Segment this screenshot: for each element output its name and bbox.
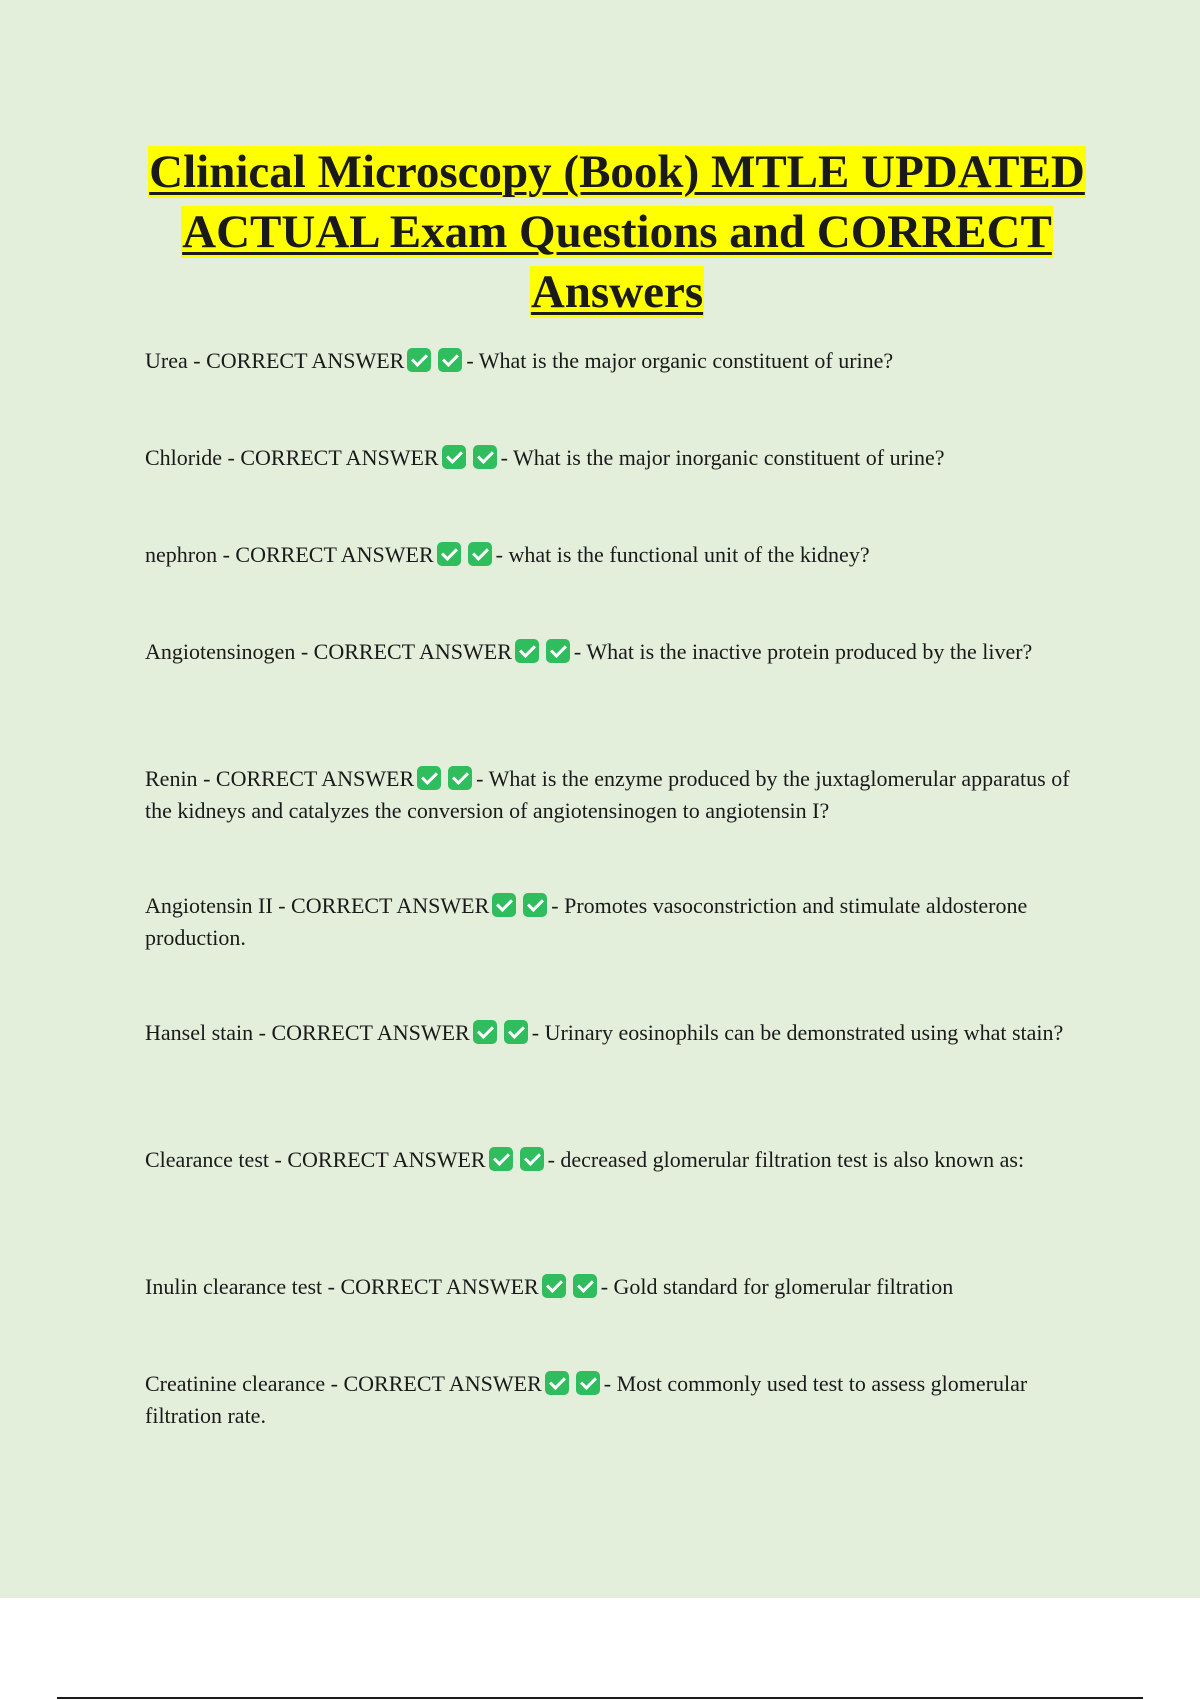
check-mark-icon <box>545 1371 569 1395</box>
correct-answer-marker: CORRECT ANSWER <box>240 445 439 470</box>
check-mark-icon <box>468 542 492 566</box>
qa-item: Angiotensinogen - CORRECT ANSWER - What is the inactive protein produced by the liver? <box>145 639 1033 664</box>
answer-text: Chloride <box>145 445 222 470</box>
footer-divider <box>57 1697 1143 1699</box>
correct-answer-marker: CORRECT ANSWER <box>215 766 415 791</box>
qa-item: Creatinine clearance - CORRECT ANSWER - Most commonly used test to assess glomerular filtration rate. <box>145 1371 1033 1428</box>
check-mark-icon <box>504 1020 528 1044</box>
question-text: what is the functional unit of the kidney? <box>508 542 870 567</box>
check-mark-icon <box>573 1274 597 1298</box>
check-mark-icon <box>542 1274 566 1298</box>
check-mark-icon <box>489 1147 513 1171</box>
question-text: Most commonly used test to assess glomerular filtration rate. <box>145 1371 1033 1428</box>
qa-item: Chloride - CORRECT ANSWER - What is the major inorganic constituent of urine? <box>145 445 945 470</box>
question-text: Promotes vasoconstriction and stimulate aldosterone production. <box>145 893 1033 950</box>
correct-answer-marker: CORRECT ANSWER <box>343 1371 542 1396</box>
check-mark-icon <box>520 1147 544 1171</box>
answer-text: Inulin clearance test <box>145 1274 323 1299</box>
answer-text: Renin <box>145 766 198 791</box>
correct-answer-marker: CORRECT ANSWER <box>291 893 490 918</box>
correct-answer-marker: CORRECT ANSWER <box>271 1020 470 1045</box>
qa-item: Urea - CORRECT ANSWER - What is the major organic constituent of urine? <box>145 348 894 373</box>
correct-answer-marker: CORRECT ANSWER <box>313 639 512 664</box>
answer-text: Creatinine clearance <box>145 1371 326 1396</box>
answer-text: nephron <box>145 542 218 567</box>
qa-item: Angiotensin II - CORRECT ANSWER - Promotes vasoconstriction and stimulate aldosterone production. <box>145 893 1033 950</box>
check-mark-icon <box>473 445 497 469</box>
qa-item: Renin - CORRECT ANSWER - What is the enzyme produced by the juxtaglomerular apparatus of the kidneys and catalyzes the conversion of angiotensinogen to angiotensin I? <box>145 766 1076 823</box>
question-text: Urinary eosinophils can be demonstrated using what stain? <box>544 1020 1064 1045</box>
check-mark-icon <box>515 639 539 663</box>
qa-item: Clearance test - CORRECT ANSWER - decreased glomerular filtration test is also known as: <box>145 1147 1025 1172</box>
check-mark-icon <box>442 445 466 469</box>
check-mark-icon <box>438 348 462 372</box>
check-mark-icon <box>473 1020 497 1044</box>
answer-text: Urea <box>145 348 188 373</box>
check-mark-icon <box>546 639 570 663</box>
question-text: What is the enzyme produced by the juxtaglomerular apparatus of the kidneys and catalyzes the conversion of angiotensinogen to angiotensin I? <box>145 766 1076 823</box>
answer-text: Clearance test <box>145 1147 269 1172</box>
qa-item: nephron - CORRECT ANSWER - what is the functional unit of the kidney? <box>145 542 870 567</box>
check-mark-icon <box>523 893 547 917</box>
question-text: What is the major organic constituent of urine? <box>478 348 894 373</box>
correct-answer-marker: CORRECT ANSWER <box>206 348 405 373</box>
qa-item: Hansel stain - CORRECT ANSWER - Urinary eosinophils can be demonstrated using what stain? <box>145 1020 1064 1045</box>
question-text: What is the inactive protein produced by the liver? <box>586 639 1033 664</box>
title-highlight: Clinical Microscopy (Book) MTLE UPDATED ACTUAL Exam Questions and CORRECT Answers <box>149 146 1085 318</box>
check-mark-icon <box>437 542 461 566</box>
question-text: Gold standard for glomerular filtration <box>613 1274 954 1299</box>
answer-text: Hansel stain <box>145 1020 254 1045</box>
check-mark-icon <box>407 348 431 372</box>
check-mark-icon <box>492 893 516 917</box>
check-mark-icon <box>417 766 441 790</box>
answer-text: Angiotensinogen <box>145 639 296 664</box>
question-text: What is the major inorganic constituent of urine? <box>513 445 945 470</box>
answer-text: Angiotensin II <box>145 893 273 918</box>
document-title <box>120 142 1114 322</box>
correct-answer-marker: CORRECT ANSWER <box>340 1274 539 1299</box>
check-mark-icon <box>448 766 472 790</box>
correct-answer-marker: CORRECT ANSWER <box>235 542 434 567</box>
question-text: decreased glomerular filtration test is also known as: <box>560 1147 1025 1172</box>
check-mark-icon <box>576 1371 600 1395</box>
correct-answer-marker: CORRECT ANSWER <box>287 1147 486 1172</box>
qa-item: Inulin clearance test - CORRECT ANSWER - Gold standard for glomerular filtration <box>145 1274 954 1299</box>
